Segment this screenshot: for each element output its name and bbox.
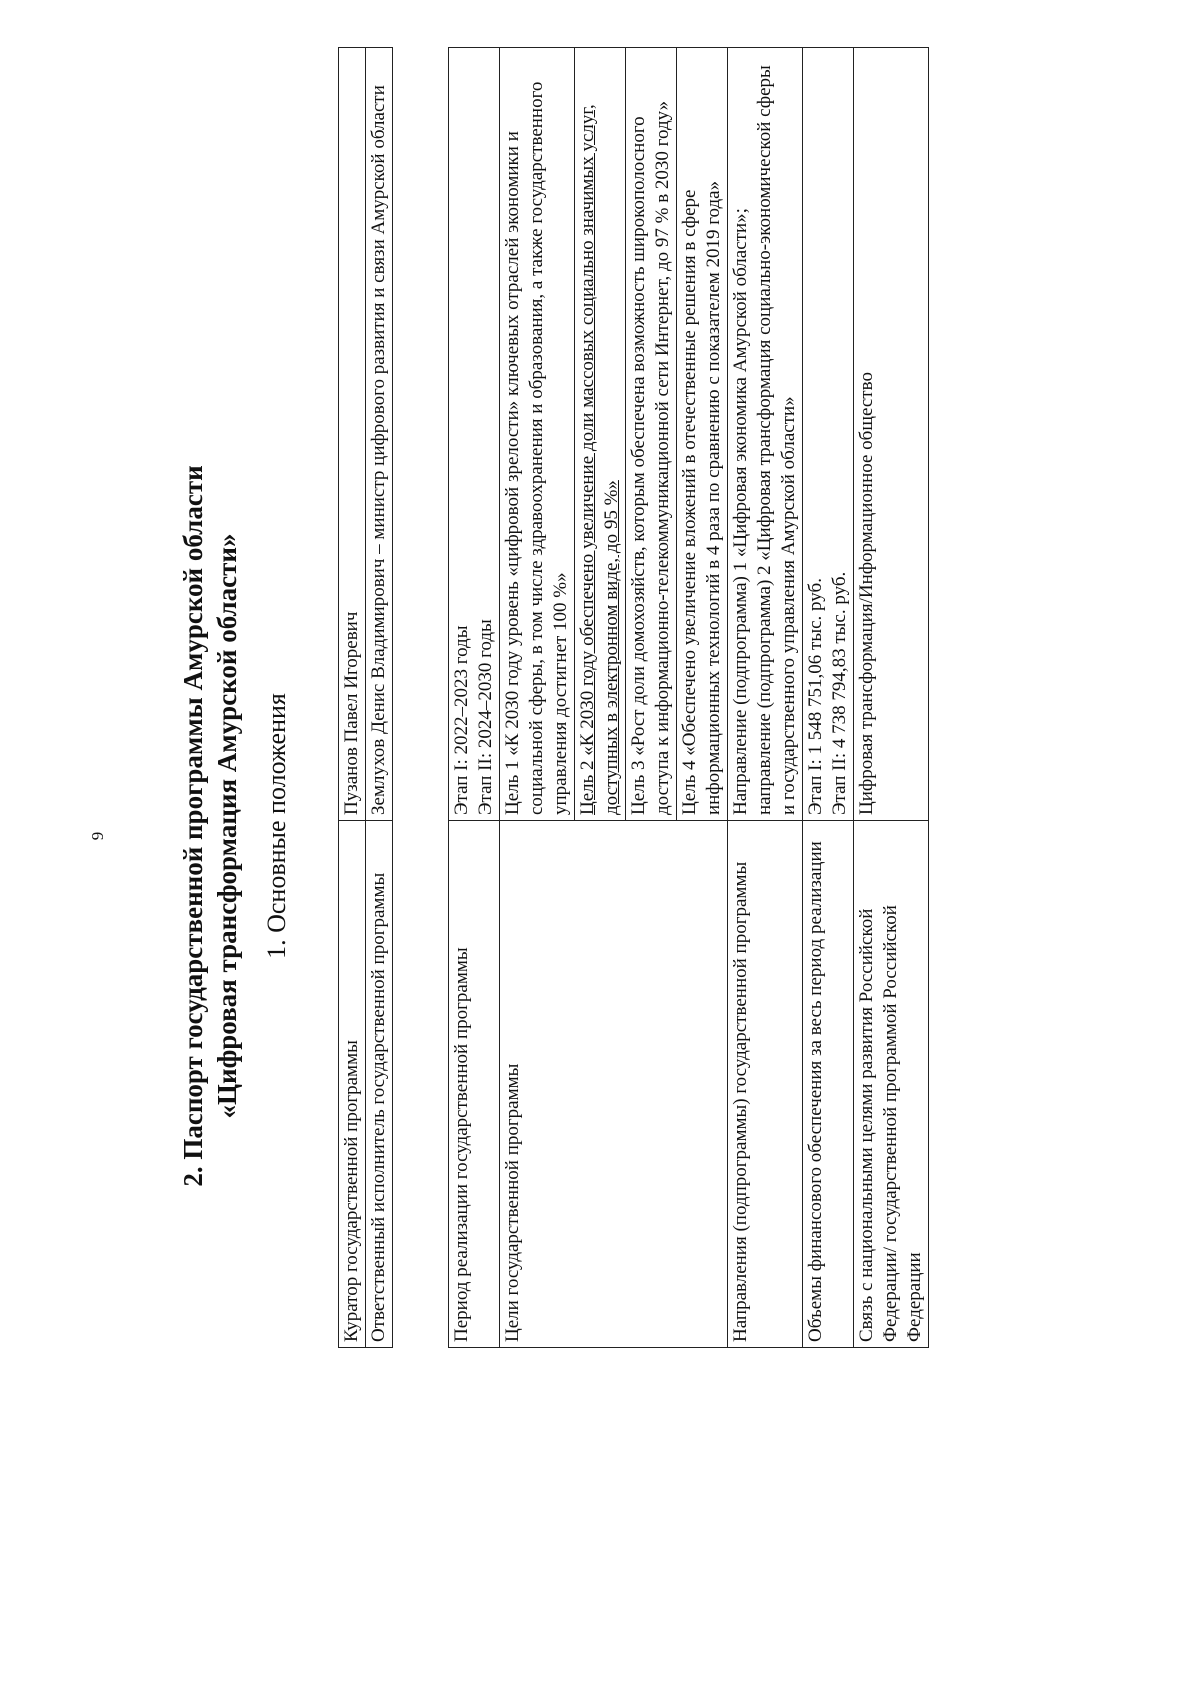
- label-directions: Направления (подпрограммы) государственной программы: [728, 821, 803, 1348]
- value-national-goals: Цифровая трансформация/Информационное общество: [854, 48, 929, 821]
- section-title: 1. Основные положения: [262, 693, 291, 959]
- table-row-national-goals: [854, 48, 929, 1348]
- table-row-directions: [728, 48, 803, 1348]
- page-number: 9: [88, 831, 107, 841]
- table-row-funding: [803, 48, 854, 1348]
- goal-2: Цель 2 «К 2030 году обеспечено увеличение доли массовых социально значимых услуг, доступных в электронном виде, до 95 %»: [575, 48, 626, 821]
- table-row: [366, 48, 393, 1348]
- goal-1: Цель 1 «К 2030 году уровень «цифровой зрелости» ключевых отраслей экономики и социальной сферы, в том числе здравоохранения и образования, а также государственного управления достигнет 100 %»: [500, 48, 575, 821]
- label-executor: Ответственный исполнитель государственной программы: [366, 821, 393, 1348]
- title-line-1: 2. Паспорт государственной программы Амурской области: [178, 465, 208, 1187]
- table-main: [448, 47, 929, 1348]
- goal-3: Цель 3 «Рост доли домохозяйств, которым обеспечена возможность широкополосного доступа к информационно-телекоммуникационной сети Интернет, до 97 % в 2030 году»: [626, 48, 677, 821]
- document-title: [176, 76, 244, 1576]
- value-funding: [803, 48, 854, 821]
- value-curator: Пузанов Павел Игоревич: [339, 48, 366, 821]
- period-stage-1: Этап I: 2022–2023 годы: [451, 625, 472, 815]
- direction-2: направление (подпрограмма) 2 «Цифровая трансформация социально-экономической сферы и государственного управления Амурской области»: [754, 65, 799, 815]
- direction-1: Направление (подпрограмма) 1 «Цифровая экономика Амурской области»;: [730, 208, 751, 815]
- value-executor: Землухов Денис Владимирович – министр цифрового развития и связи Амурской области: [366, 48, 393, 821]
- goal-4: Цель 4 «Обеспечено увеличение вложений в отечественные решения в сфере информационных технологий в 4 раза по сравнению с показателем 2019 года»: [677, 48, 728, 821]
- label-national-goals: Связь с национальными целями развития Российской Федерации/ государственной программой Российской Федерации: [854, 821, 929, 1348]
- label-goals: Цели государственной программы: [500, 821, 728, 1348]
- label-curator: Куратор государственной программы: [339, 821, 366, 1348]
- table-responsible: [338, 47, 393, 1348]
- value-directions: [728, 48, 803, 821]
- value-period: [449, 48, 500, 821]
- table-row: [339, 48, 366, 1348]
- table-row-goals: [500, 48, 575, 1348]
- period-stage-2: Этап II: 2024–2030 годы: [475, 619, 496, 815]
- title-line-2: «Цифровая трансформация Амурской области»: [212, 533, 242, 1119]
- funding-stage-1: Этап I: 1 548 751,06 тыс. руб.: [805, 578, 826, 815]
- funding-stage-2: Этап II: 4 738 794,83 тыс. руб.: [829, 571, 850, 815]
- label-period: Период реализации государственной программы: [449, 821, 500, 1348]
- label-funding: Объемы финансового обеспечения за весь период реализации: [803, 821, 854, 1348]
- table-row-period: [449, 48, 500, 1348]
